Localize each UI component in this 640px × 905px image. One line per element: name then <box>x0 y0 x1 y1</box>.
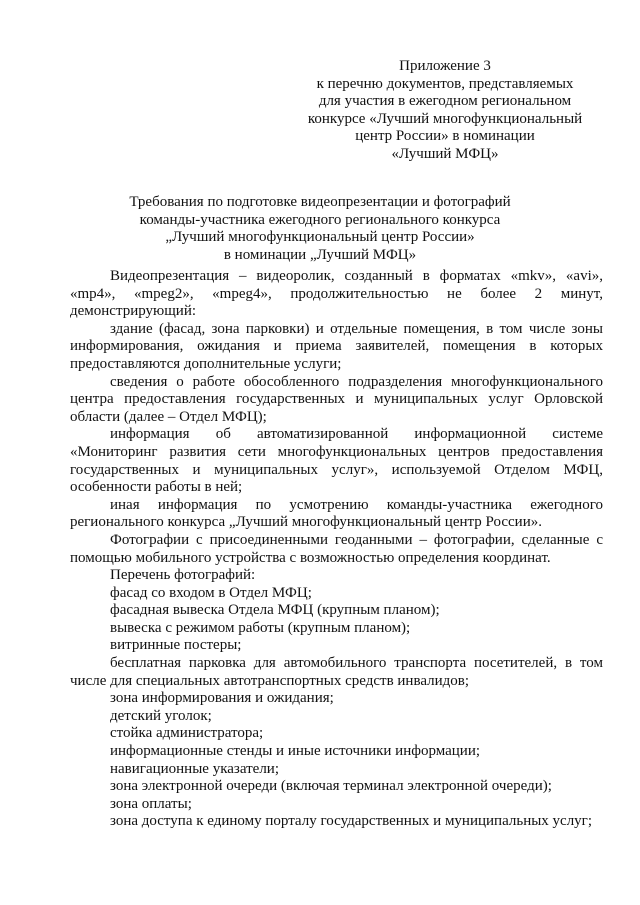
list-item: стойка администратора; <box>110 725 264 742</box>
list-item: информационные стенды и иные источники информации; <box>110 743 481 760</box>
list-item: бесплатная парковка для автомобильного транспорта посетителей, в том числе для специальных автотранспортных средств инвалидов; <box>70 655 603 689</box>
title-line: „Лучший многофункциональный центр России» <box>165 229 475 246</box>
body-paragraph: Видеопрезентация – видеоролик, созданный в форматах «mkv», «avi», «mp4», «mpeg2», «mpeg4», продолжительностью не более 2 минут, демонстрирующий: <box>70 268 603 320</box>
title-line: Требования по подготовке видеопрезентации и фотографий <box>129 194 511 210</box>
body-paragraph: иная информация по усмотрению команды-участника ежегодного регионального конкурса „Лучший многофункциональный центр России». <box>70 496 603 531</box>
appendix-line: «Лучший МФЦ» <box>391 145 499 162</box>
list-item: витринные постеры; <box>110 637 242 654</box>
list-item: зона информирования и ожидания; <box>110 690 334 707</box>
title-line: команды-участника ежегодного регионального конкурса <box>139 211 501 228</box>
list-item: навигационные указатели; <box>110 760 280 777</box>
document-body <box>70 268 603 831</box>
title-line: в номинации „Лучший МФЦ» <box>223 246 417 263</box>
body-paragraph: Фотографии с присоединенными геоданными – фотографии, сделанные с помощью мобильного устройства с возможностью определения координат. <box>70 531 603 566</box>
body-paragraph: сведения о работе обособленного подразделения многофункционального центра предоставления государственных и муниципальных услуг Орловской области (далее – Отдел МФЦ); <box>70 373 603 425</box>
body-paragraph: информация об автоматизированной информационной системе «Мониторинг развития сети многофункциональных центров предоставления государственных и муниципальных услуг», используемой Отделом МФЦ, особенности работы в ней; <box>70 426 603 496</box>
appendix-line: к перечню документов, представляемых <box>316 75 574 92</box>
list-item: фасад со входом в Отдел МФЦ; <box>110 584 312 601</box>
list-item: зона электронной очереди (включая терминал электронной очереди); <box>110 778 552 795</box>
appendix-header <box>300 58 590 164</box>
list-item: зона оплаты; <box>110 795 192 812</box>
body-paragraph: Перечень фотографий: <box>110 567 256 584</box>
body-paragraph: здание (фасад, зона парковки) и отдельные помещения, в том числе зоны информирования, ожидания и приема заявителей, помещения в которых предоставляются дополнительные услуги; <box>70 320 603 372</box>
list-item: детский уголок; <box>110 707 212 724</box>
appendix-line: конкурсе «Лучший многофункциональный <box>307 110 583 127</box>
list-item: зона доступа к единому порталу государственных и муниципальных услуг; <box>110 813 593 830</box>
list-item: фасадная вывеска Отдела МФЦ (крупным планом); <box>110 602 440 619</box>
appendix-line: Приложение 3 <box>399 58 491 74</box>
appendix-line: центр России» в номинации <box>355 128 535 145</box>
document-title <box>60 194 580 264</box>
appendix-line: для участия в ежегодном региональном <box>318 93 572 110</box>
list-item: вывеска с режимом работы (крупным планом); <box>110 619 411 636</box>
